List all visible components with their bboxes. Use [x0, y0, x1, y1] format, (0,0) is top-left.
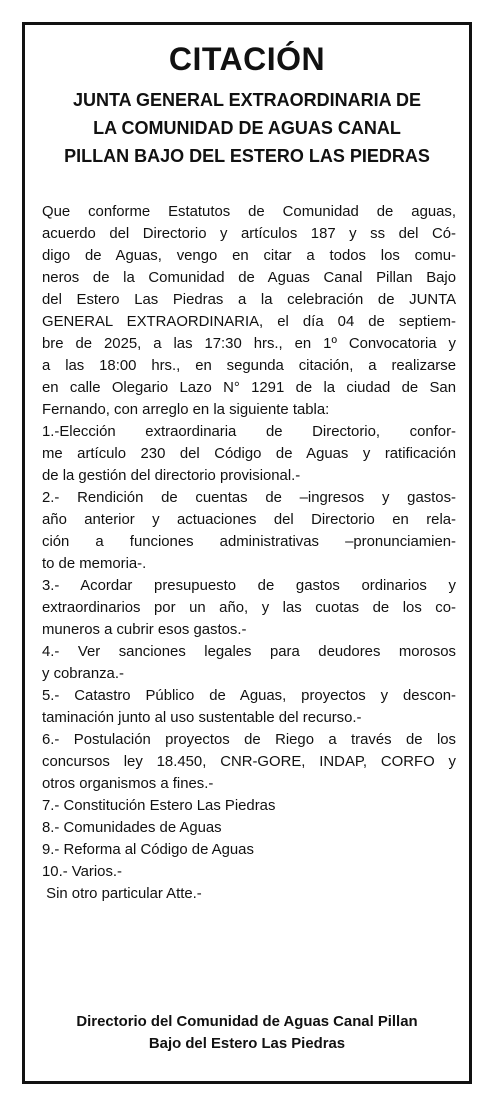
body-line: y cobranza.- — [42, 666, 124, 682]
agenda-item-8: 8.- Comunidades de Aguas — [42, 820, 222, 836]
body-line: año anterior y actuaciones del Directorio en rela- — [42, 512, 456, 528]
agenda-item-2: 2.- Rendición de cuentas de –ingresos y gastos- — [42, 490, 456, 506]
subtitle-line: PILLAN BAJO DEL ESTERO LAS PIEDRAS — [64, 146, 430, 166]
agenda-item-9: 9.- Reforma al Código de Aguas — [42, 842, 254, 858]
citation-notice — [22, 22, 472, 1084]
body-line: del Estero Las Piedras a la celebración de JUNTA — [42, 292, 456, 308]
agenda-item-10: 10.- Varios.- — [42, 864, 122, 880]
body-line: to de memoria-. — [42, 556, 147, 572]
body-line: otros organismos a fines.- — [42, 776, 214, 792]
body-line: muneros a cubrir esos gastos.- — [42, 622, 247, 638]
body-line: digo de Aguas, vengo en citar a todos los comu- — [42, 248, 456, 264]
signature-line: Directorio del Comunidad de Aguas Canal Pillan — [76, 1014, 418, 1030]
body-line: en calle Olegario Lazo N° 1291 de la ciudad de San — [42, 380, 456, 396]
body-line: de la gestión del directorio provisional.- — [42, 468, 301, 484]
notice-body — [42, 201, 456, 905]
notice-title: CITACIÓN — [168, 41, 326, 77]
body-line: extraordinarios por un año, y las cuotas de los co- — [42, 600, 456, 616]
body-line: Que conforme Estatutos de Comunidad de aguas, — [42, 204, 456, 220]
body-line: acuerdo del Directorio y artículos 187 y ss del Có- — [42, 226, 456, 242]
body-line: neros de la Comunidad de Aguas Canal Pillan Bajo — [42, 270, 456, 286]
body-line: a las 18:00 hrs., en segunda citación, a realizarse — [42, 358, 456, 374]
body-line: taminación junto al uso sustentable del recurso.- — [42, 710, 362, 726]
agenda-item-1: 1.-Elección extraordinaria de Directorio, confor- — [42, 424, 456, 440]
body-line: bre de 2025, a las 17:30 hrs., en 1º Convocatoria y — [42, 336, 456, 352]
body-line: GENERAL EXTRAORDINARIA, el día 04 de septiem- — [42, 314, 456, 330]
signature-block — [25, 1011, 469, 1055]
notice-subtitle — [25, 86, 469, 170]
body-line: ción a funciones administrativas –pronunciamien- — [42, 534, 456, 550]
body-line: concursos ley 18.450, CNR-GORE, INDAP, CORFO y — [42, 754, 456, 770]
signature-line: Bajo del Estero Las Piedras — [148, 1036, 346, 1052]
agenda-item-6: 6.- Postulación proyectos de Riego a través de los — [42, 732, 456, 748]
agenda-item-3: 3.- Acordar presupuesto de gastos ordinarios y — [42, 578, 456, 594]
agenda-item-5: 5.- Catastro Público de Aguas, proyectos y descon- — [42, 688, 456, 704]
subtitle-line: LA COMUNIDAD DE AGUAS CANAL — [93, 118, 401, 138]
agenda-item-4: 4.- Ver sanciones legales para deudores morosos — [42, 644, 456, 660]
body-line: Fernando, con arreglo en la siguiente tabla: — [42, 402, 330, 418]
agenda-item-7: 7.- Constitución Estero Las Piedras — [42, 798, 276, 814]
body-line: me artículo 230 del Código de Aguas y ratificación — [42, 446, 456, 462]
closing-line: Sin otro particular Atte.- — [42, 886, 202, 902]
subtitle-line: JUNTA GENERAL EXTRAORDINARIA DE — [72, 90, 422, 110]
